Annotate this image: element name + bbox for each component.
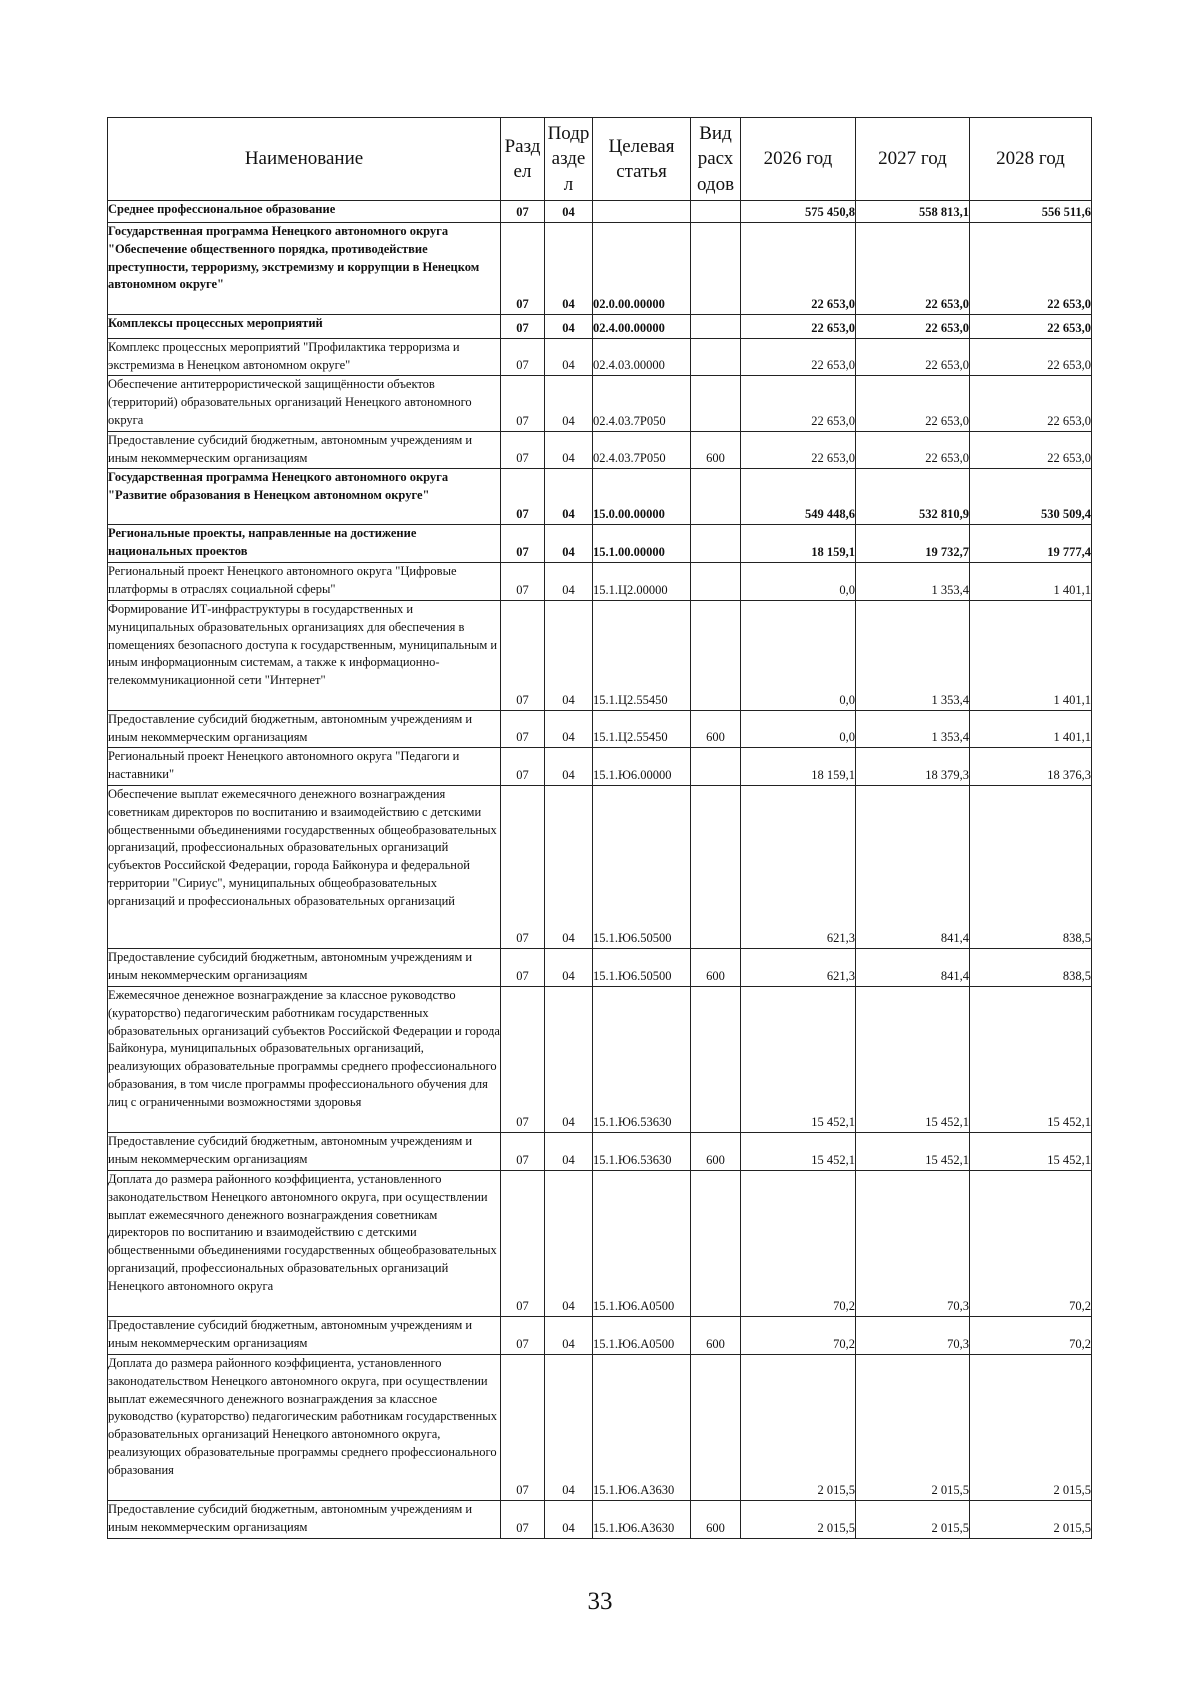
row-2026: 22 653,0	[741, 315, 856, 339]
row-2026: 22 653,0	[741, 376, 856, 432]
table-row	[108, 339, 1092, 376]
row-expense-type	[691, 1171, 741, 1317]
row-2026: 70,2	[741, 1317, 856, 1355]
header-target: Целевая статья	[593, 118, 691, 201]
row-target-code: 02.0.00.00000	[593, 223, 691, 315]
row-expense-type: 600	[691, 1133, 741, 1171]
row-section: 07	[501, 987, 545, 1133]
row-section: 07	[501, 339, 545, 376]
header-subsection: Подр азде л	[545, 118, 593, 201]
row-expense-type: 600	[691, 432, 741, 469]
row-expense-type: 600	[691, 1317, 741, 1355]
row-2027: 2 015,5	[856, 1501, 970, 1539]
row-2028: 1 401,1	[970, 711, 1092, 748]
row-section: 07	[501, 1317, 545, 1355]
table-row	[108, 201, 1092, 223]
row-2028: 22 653,0	[970, 223, 1092, 315]
row-subsection: 04	[545, 563, 593, 601]
row-2026: 0,0	[741, 711, 856, 748]
row-2027: 1 353,4	[856, 601, 970, 711]
row-expense-type	[691, 786, 741, 949]
row-2026: 0,0	[741, 601, 856, 711]
row-subsection: 04	[545, 1355, 593, 1501]
row-section: 07	[501, 223, 545, 315]
row-2026: 15 452,1	[741, 1133, 856, 1171]
row-subsection: 04	[545, 748, 593, 786]
row-2027: 15 452,1	[856, 1133, 970, 1171]
row-2026: 549 448,6	[741, 469, 856, 525]
header-section: Разд ел	[501, 118, 545, 201]
table-row	[108, 601, 1092, 711]
row-section: 07	[501, 201, 545, 223]
row-target-code: 02.4.03.00000	[593, 339, 691, 376]
row-target-code: 15.1.Ю6.50500	[593, 786, 691, 949]
row-name: Государственная программа Ненецкого автономного округа "Развитие образования в Ненецком автономном округе"	[108, 469, 501, 525]
row-target-code: 02.4.03.7Р050	[593, 432, 691, 469]
row-subsection: 04	[545, 1171, 593, 1317]
table-row	[108, 711, 1092, 748]
table-row	[108, 525, 1092, 563]
row-target-code: 15.1.Ю6.53630	[593, 1133, 691, 1171]
table-row	[108, 563, 1092, 601]
row-2027: 558 813,1	[856, 201, 970, 223]
row-name: Обеспечение антитеррористической защищённости объектов (территорий) образовательных организаций Ненецкого автономного округа	[108, 376, 501, 432]
row-subsection: 04	[545, 1133, 593, 1171]
row-target-code: 02.4.00.00000	[593, 315, 691, 339]
row-name: Комплекс процессных мероприятий "Профилактика терроризма и экстремизма в Ненецком автономном округе"	[108, 339, 501, 376]
row-expense-type	[691, 315, 741, 339]
table-row	[108, 1501, 1092, 1539]
row-expense-type	[691, 223, 741, 315]
row-2028: 1 401,1	[970, 563, 1092, 601]
row-section: 07	[501, 563, 545, 601]
table-row	[108, 786, 1092, 949]
table-row	[108, 748, 1092, 786]
row-name: Комплексы процессных мероприятий	[108, 315, 501, 339]
row-expense-type: 600	[691, 1501, 741, 1539]
row-target-code: 15.1.00.00000	[593, 525, 691, 563]
row-2028: 15 452,1	[970, 987, 1092, 1133]
row-2027: 22 653,0	[856, 315, 970, 339]
header-name: Наименование	[108, 118, 501, 201]
table-row	[108, 432, 1092, 469]
row-target-code: 15.1.Ц2.00000	[593, 563, 691, 601]
row-2028: 22 653,0	[970, 376, 1092, 432]
row-2026: 2 015,5	[741, 1501, 856, 1539]
row-target-code: 15.1.Ю6.53630	[593, 987, 691, 1133]
row-2026: 22 653,0	[741, 223, 856, 315]
row-target-code: 15.1.Ю6.А3630	[593, 1501, 691, 1539]
row-name: Формирование ИТ-инфраструктуры в государственных и муниципальных образовательных организациях для обеспечения в помещениях безопасного доступа к государственным, муниципальным и иным информационным системам, а также к информационно-телекоммуникационной сети "Интернет"	[108, 601, 501, 711]
row-2027: 19 732,7	[856, 525, 970, 563]
row-subsection: 04	[545, 469, 593, 525]
budget-table	[107, 117, 1092, 1539]
row-section: 07	[501, 525, 545, 563]
row-2027: 841,4	[856, 949, 970, 987]
table-row	[108, 315, 1092, 339]
row-name: Предоставление субсидий бюджетным, автономным учреждениям и иным некоммерческим организациям	[108, 1133, 501, 1171]
row-expense-type: 600	[691, 949, 741, 987]
row-2027: 1 353,4	[856, 711, 970, 748]
row-expense-type	[691, 748, 741, 786]
row-2028: 22 653,0	[970, 432, 1092, 469]
row-2028: 22 653,0	[970, 315, 1092, 339]
row-2026: 621,3	[741, 786, 856, 949]
row-target-code: 15.1.Ю6.50500	[593, 949, 691, 987]
row-subsection: 04	[545, 1317, 593, 1355]
row-expense-type	[691, 1355, 741, 1501]
row-2026: 621,3	[741, 949, 856, 987]
row-2027: 70,3	[856, 1171, 970, 1317]
row-subsection: 04	[545, 786, 593, 949]
row-target-code: 15.1.Ю6.А0500	[593, 1171, 691, 1317]
row-subsection: 04	[545, 525, 593, 563]
row-name: Региональный проект Ненецкого автономного округа "Педагоги и наставники"	[108, 748, 501, 786]
row-subsection: 04	[545, 711, 593, 748]
row-target-code: 15.1.Ю6.А0500	[593, 1317, 691, 1355]
row-2028: 18 376,3	[970, 748, 1092, 786]
row-subsection: 04	[545, 949, 593, 987]
row-name: Предоставление субсидий бюджетным, автономным учреждениям и иным некоммерческим организациям	[108, 432, 501, 469]
row-2026: 22 653,0	[741, 339, 856, 376]
row-2027: 22 653,0	[856, 376, 970, 432]
row-name: Предоставление субсидий бюджетным, автономным учреждениям и иным некоммерческим организациям	[108, 1317, 501, 1355]
row-2026: 575 450,8	[741, 201, 856, 223]
row-subsection: 04	[545, 987, 593, 1133]
row-section: 07	[501, 786, 545, 949]
row-subsection: 04	[545, 1501, 593, 1539]
row-2027: 18 379,3	[856, 748, 970, 786]
row-2027: 22 653,0	[856, 339, 970, 376]
row-2027: 841,4	[856, 786, 970, 949]
row-section: 07	[501, 1355, 545, 1501]
row-expense-type: 600	[691, 711, 741, 748]
row-2027: 15 452,1	[856, 987, 970, 1133]
row-subsection: 04	[545, 376, 593, 432]
row-subsection: 04	[545, 601, 593, 711]
row-2028: 22 653,0	[970, 339, 1092, 376]
row-section: 07	[501, 748, 545, 786]
table-row	[108, 1171, 1092, 1317]
row-target-code: 15.1.Ц2.55450	[593, 601, 691, 711]
table-row	[108, 1355, 1092, 1501]
row-section: 07	[501, 1501, 545, 1539]
row-2028: 70,2	[970, 1171, 1092, 1317]
header-2026: 2026 год	[741, 118, 856, 201]
row-section: 07	[501, 1171, 545, 1317]
header-expense-type: Вид расх одов	[691, 118, 741, 201]
row-expense-type	[691, 376, 741, 432]
row-name: Региональный проект Ненецкого автономного округа "Цифровые платформы в отраслях социальной сферы"	[108, 563, 501, 601]
row-name: Государственная программа Ненецкого автономного округа "Обеспечение общественного порядка, противодействие преступности, терроризму, экстремизму и коррупции в Ненецком автономном округе"	[108, 223, 501, 315]
row-section: 07	[501, 432, 545, 469]
table-row	[108, 223, 1092, 315]
header-2028: 2028 год	[970, 118, 1092, 201]
row-2028: 530 509,4	[970, 469, 1092, 525]
row-expense-type	[691, 987, 741, 1133]
table-row	[108, 987, 1092, 1133]
row-2027: 70,3	[856, 1317, 970, 1355]
row-section: 07	[501, 1133, 545, 1171]
row-2026: 15 452,1	[741, 987, 856, 1133]
row-target-code: 15.0.00.00000	[593, 469, 691, 525]
table-row	[108, 1133, 1092, 1171]
row-section: 07	[501, 949, 545, 987]
row-2027: 2 015,5	[856, 1355, 970, 1501]
row-target-code: 02.4.03.7Р050	[593, 376, 691, 432]
row-name: Ежемесячное денежное вознаграждение за классное руководство (кураторство) педагогическим работникам государственных образовательных организаций субъектов Российской Федерации и города Байконура, муниципальных образовательных организаций, реализующих образовательные программы среднего профессионального образования, в том числе программы профессионального обучения для лиц с ограниченными возможностями здоровья	[108, 987, 501, 1133]
row-name: Доплата до размера районного коэффициента, установленного законодательством Ненецкого автономного округа, при осуществлении выплат ежемесячного денежного вознаграждения за классное руководство (кураторство) педагогическим работникам государственных образовательных организаций Ненецкого автономного округа, реализующих образовательные программы среднего профессионального образования	[108, 1355, 501, 1501]
row-2026: 0,0	[741, 563, 856, 601]
row-section: 07	[501, 376, 545, 432]
row-target-code	[593, 201, 691, 223]
table-row	[108, 469, 1092, 525]
row-2028: 70,2	[970, 1317, 1092, 1355]
row-section: 07	[501, 601, 545, 711]
table-row	[108, 1317, 1092, 1355]
row-2026: 2 015,5	[741, 1355, 856, 1501]
row-2028: 2 015,5	[970, 1501, 1092, 1539]
row-2028: 556 511,6	[970, 201, 1092, 223]
row-2027: 532 810,9	[856, 469, 970, 525]
row-expense-type	[691, 469, 741, 525]
row-target-code: 15.1.Ю6.00000	[593, 748, 691, 786]
row-2026: 18 159,1	[741, 748, 856, 786]
row-2027: 22 653,0	[856, 223, 970, 315]
row-expense-type	[691, 601, 741, 711]
row-2028: 838,5	[970, 786, 1092, 949]
row-2028: 1 401,1	[970, 601, 1092, 711]
row-2026: 22 653,0	[741, 432, 856, 469]
row-2027: 22 653,0	[856, 432, 970, 469]
row-expense-type	[691, 339, 741, 376]
row-2028: 15 452,1	[970, 1133, 1092, 1171]
row-section: 07	[501, 469, 545, 525]
row-subsection: 04	[545, 432, 593, 469]
table-row	[108, 376, 1092, 432]
row-expense-type	[691, 563, 741, 601]
row-2028: 838,5	[970, 949, 1092, 987]
row-expense-type	[691, 201, 741, 223]
row-subsection: 04	[545, 223, 593, 315]
row-name: Обеспечение выплат ежемесячного денежного вознаграждения советникам директоров по воспитанию и взаимодействию с детскими общественными объединениями государственных общеобразовательных организаций, профессиональных образовательных организаций субъектов Российской Федерации, города Байконура и федеральной территории "Сириус", муниципальных общеобразовательных организаций и профессиональных образовательных организаций	[108, 786, 501, 949]
table-row	[108, 949, 1092, 987]
row-subsection: 04	[545, 201, 593, 223]
row-2027: 1 353,4	[856, 563, 970, 601]
row-name: Предоставление субсидий бюджетным, автономным учреждениям и иным некоммерческим организациям	[108, 711, 501, 748]
row-target-code: 15.1.Ц2.55450	[593, 711, 691, 748]
table-header-row	[108, 118, 1092, 201]
row-name: Среднее профессиональное образование	[108, 201, 501, 223]
row-name: Предоставление субсидий бюджетным, автономным учреждениям и иным некоммерческим организациям	[108, 949, 501, 987]
row-subsection: 04	[545, 339, 593, 376]
row-2028: 19 777,4	[970, 525, 1092, 563]
header-2027: 2027 год	[856, 118, 970, 201]
row-name: Региональные проекты, направленные на достижение национальных проектов	[108, 525, 501, 563]
row-2026: 18 159,1	[741, 525, 856, 563]
page-number: 33	[587, 1588, 613, 1615]
row-section: 07	[501, 315, 545, 339]
row-subsection: 04	[545, 315, 593, 339]
row-2028: 2 015,5	[970, 1355, 1092, 1501]
row-expense-type	[691, 525, 741, 563]
row-target-code: 15.1.Ю6.А3630	[593, 1355, 691, 1501]
row-name: Предоставление субсидий бюджетным, автономным учреждениям и иным некоммерческим организациям	[108, 1501, 501, 1539]
row-section: 07	[501, 711, 545, 748]
row-2026: 70,2	[741, 1171, 856, 1317]
row-name: Доплата до размера районного коэффициента, установленного законодательством Ненецкого автономного округа, при осуществлении выплат ежемесячного денежного вознаграждения советникам директоров по воспитанию и взаимодействию с детскими общественными объединениями государственных общеобразовательных организаций, профессиональных образовательных организаций Ненецкого автономного округа	[108, 1171, 501, 1317]
